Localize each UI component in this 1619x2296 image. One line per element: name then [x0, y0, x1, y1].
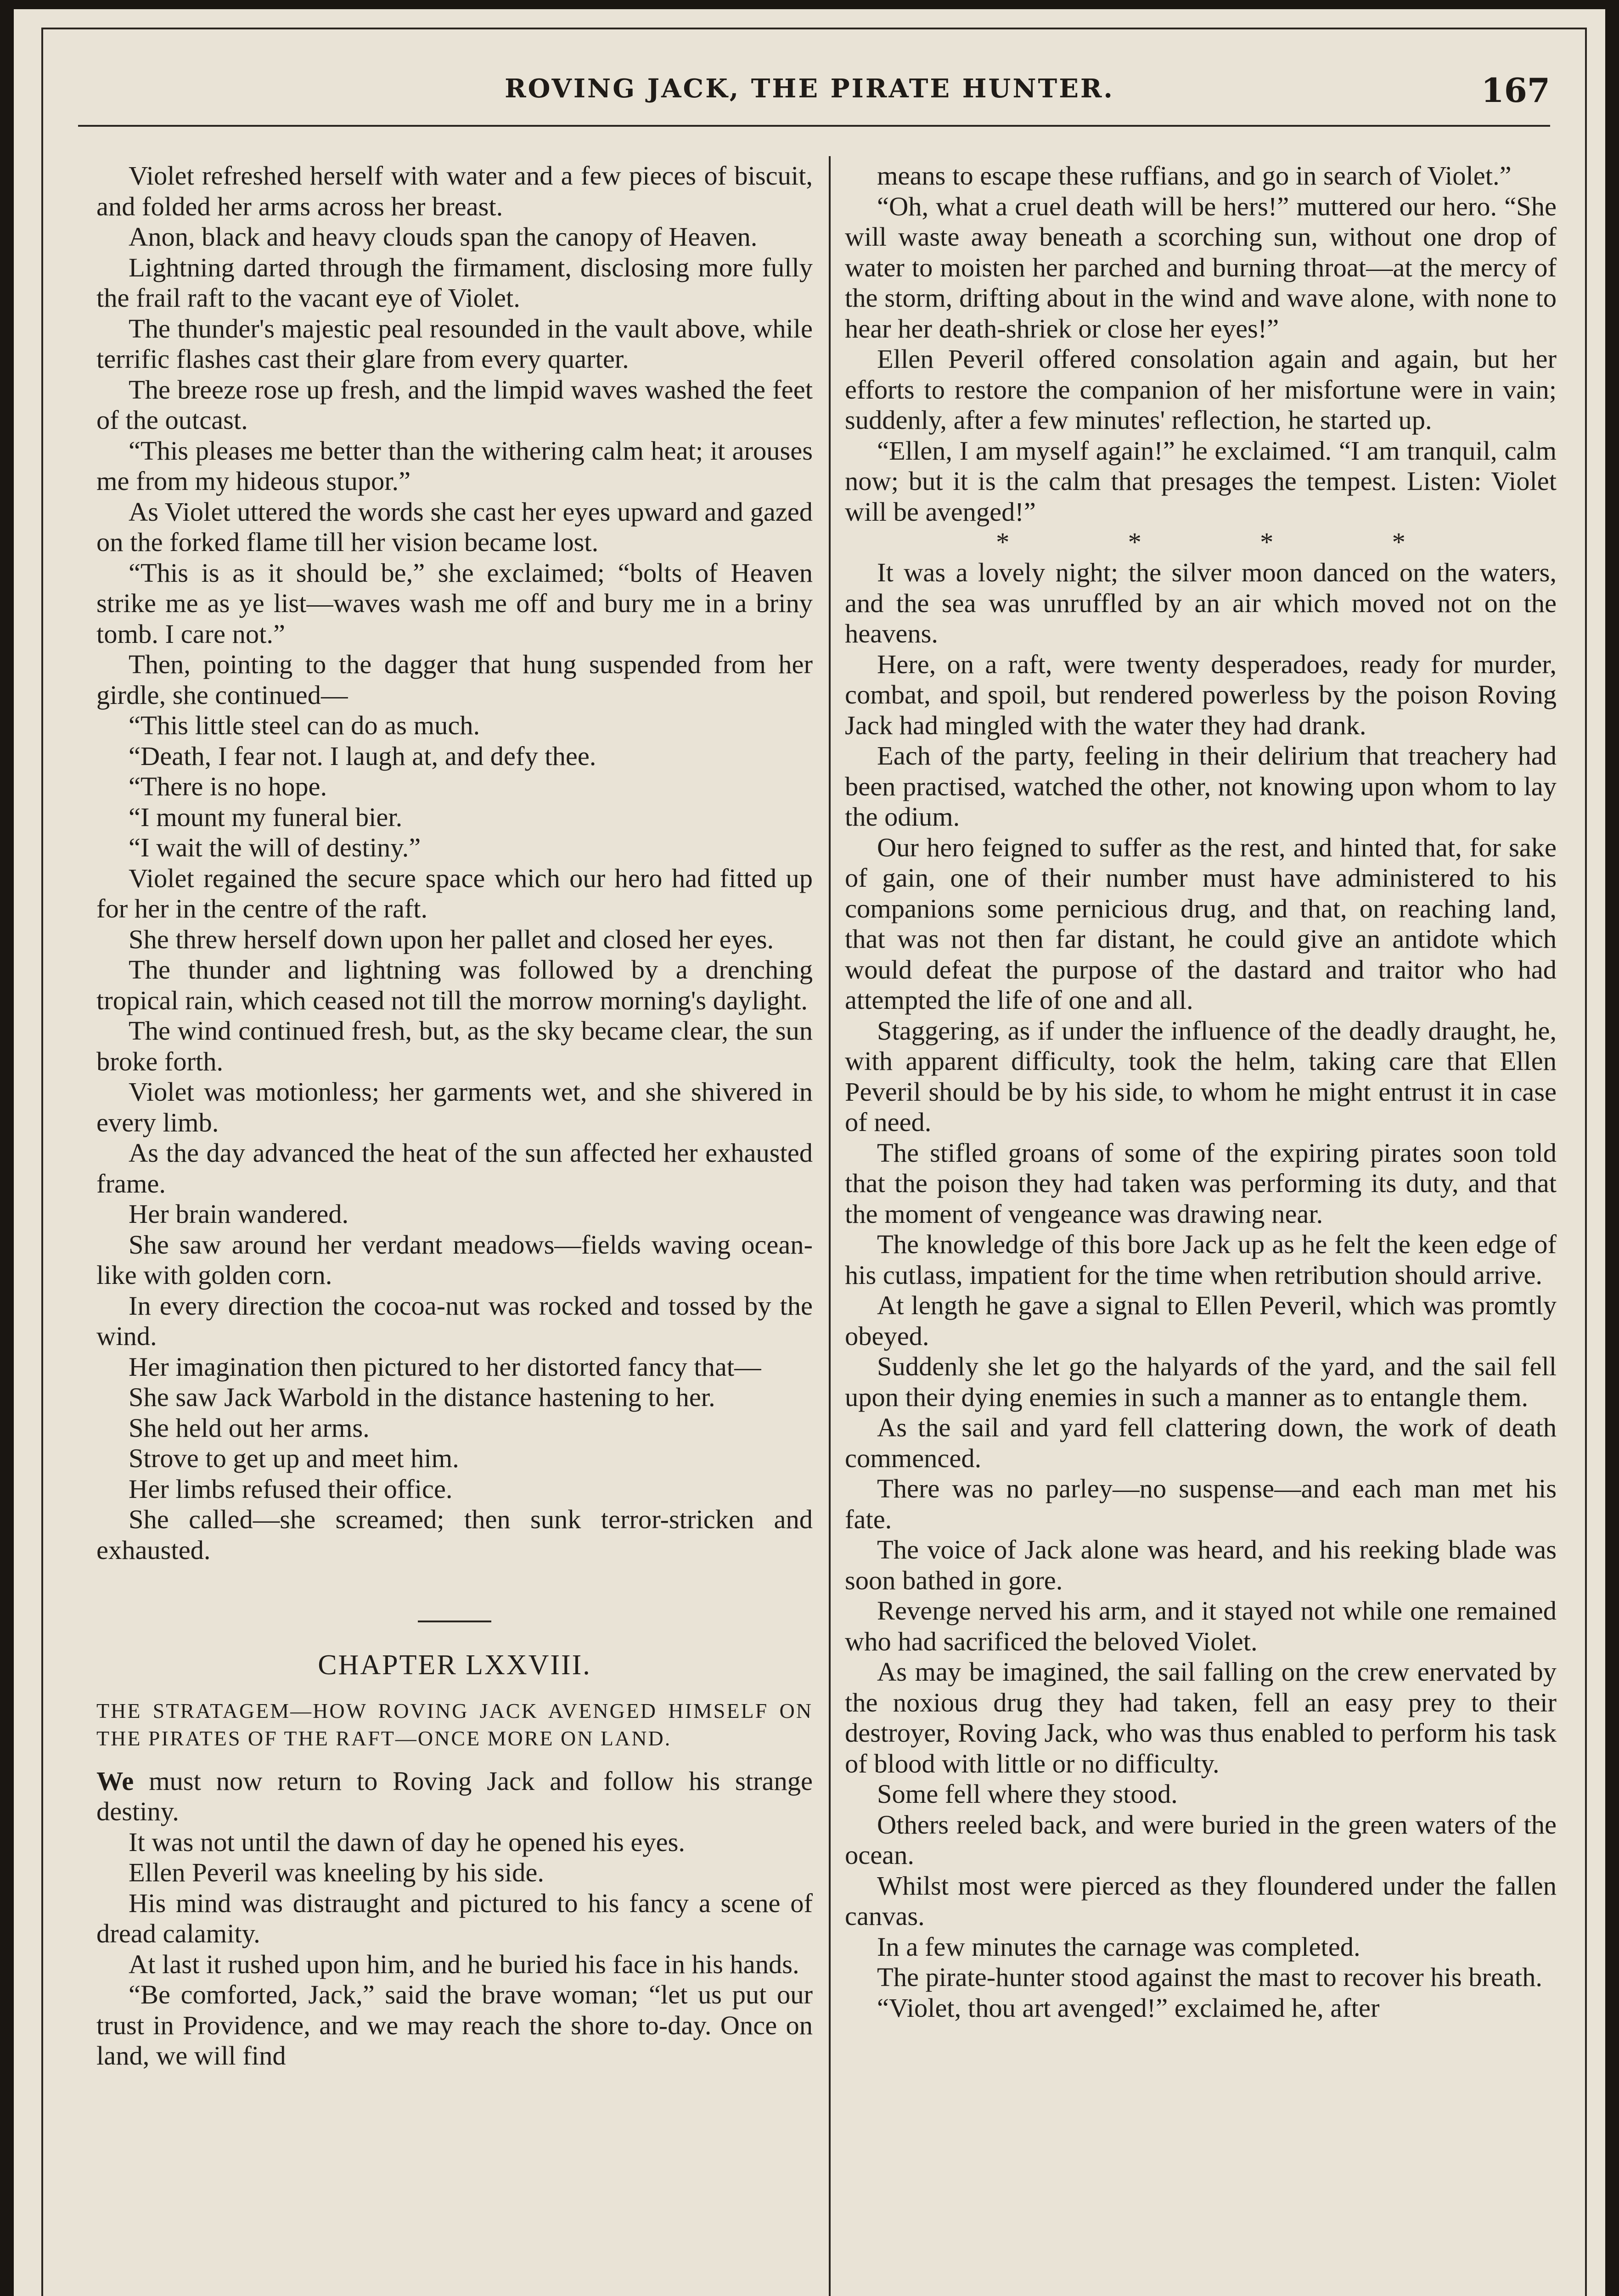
paragraph: The stifled groans of some of the expiring pirates soon told that the poison they had taken was performing its duty, and that the moment of vengeance was drawing near. [845, 1137, 1557, 1229]
paragraph: The voice of Jack alone was heard, and his reeking blade was soon bathed in gore. [845, 1535, 1557, 1595]
paragraph: As Violet uttered the words she cast her eyes upward and gazed on the forked flame till her vision became lost. [96, 496, 813, 557]
paragraph: The thunder and lightning was followed by a drenching tropical rain, which ceased not till the morrow morning's daylight. [96, 955, 813, 1015]
paragraph: Violet regained the secure space which our hero had fitted up for her in the centre of the raft. [96, 863, 813, 923]
right-column [845, 161, 1557, 2023]
paragraph: Violet was motionless; her garments wet, and she shivered in every limb. [96, 1077, 813, 1137]
asterisk: * [1392, 527, 1405, 557]
paragraph: Our hero feigned to suffer as the rest, and hinted that, for sake of gain, one of their number must have administered to his companions some pernicious drug, and that, on reaching land, that was not then far distant, he could give an antidote which would defeat the purpose of the dastard and traitor who had attempted the life of one and all. [845, 832, 1557, 1015]
paragraph: “This pleases me better than the withering calm heat; it arouses me from my hideous stupor.” [96, 435, 813, 496]
paragraph: Her brain wandered. [129, 1199, 349, 1229]
running-title: ROVING JACK, THE PIRATE HUNTER. [505, 73, 1114, 104]
paragraph: “This little steel can do as much. [129, 710, 480, 740]
paragraph: There was no parley—no suspense—and each man met his fate. [845, 1474, 1557, 1534]
paragraph: “This is as it should be,” she exclaimed; “bolts of Heaven strike me as ye list—waves wash me off and bury me in a briny tomb. I care not.” [96, 557, 813, 649]
paragraph: The knowledge of this bore Jack up as he felt the keen edge of his cutlass, impatient for the time when retribution should arrive. [845, 1229, 1557, 1290]
column-divider [829, 156, 831, 2296]
chapter-rule [418, 1621, 491, 1622]
paragraph: “Violet, thou art avenged!” exclaimed he, after [877, 1992, 1380, 2023]
paragraph: At length he gave a signal to Ellen Peveril, which was promtly obeyed. [845, 1290, 1557, 1351]
chapter-opening-text: must now return to Roving Jack and follow his strange destiny. [96, 1766, 813, 1826]
page-number: 167 [1481, 71, 1550, 110]
paragraph: She called—she screamed; then sunk terror-stricken and exhausted. [96, 1504, 813, 1565]
right-column-paragraphs-after-break [845, 557, 1557, 2023]
chapter-summary: THE STRATAGEM—HOW ROVING JACK AVENGED HIMSELF ON THE PIRATES OF THE RAFT—ONCE MORE ON LAND. [96, 1699, 813, 1750]
magazine-page [14, 9, 1605, 2296]
paragraph: In every direction the cocoa-nut was rocked and tossed by the wind. [96, 1290, 813, 1351]
chapter-title: CHAPTER LXXVIII. [318, 1649, 591, 1681]
left-column-paragraphs [96, 161, 813, 1565]
paragraph: It was a lovely night; the silver moon danced on the waters, and the sea was unruffled by an air which moved not on the heavens. [845, 557, 1557, 648]
paragraph: Each of the party, feeling in their delirium that treachery had been practised, watched the other, not knowing upon whom to lay the odium. [845, 741, 1557, 832]
paragraph: As may be imagined, the sail falling on the crew enervated by the noxious drug they had taken, fell an easy prey to their destroyer, Roving Jack, who was thus enabled to perform his task of blood with little or no difficulty. [845, 1657, 1557, 1778]
paragraph: In a few minutes the carnage was completed. [877, 1931, 1360, 1962]
paragraph: Revenge nerved his arm, and it stayed not while one remained who had sacrificed the beloved Violet. [845, 1596, 1557, 1656]
paragraph: Some fell where they stood. [877, 1779, 1178, 1809]
paragraph: Her imagination then pictured to her distorted fancy that— [129, 1351, 761, 1382]
paragraph: Whilst most were pierced as they floundered under the fallen canvas. [845, 1870, 1557, 1931]
paragraph: Strove to get up and meet him. [129, 1443, 459, 1473]
paragraph: “Oh, what a cruel death will be hers!” muttered our hero. “She will waste away beneath a scorching sun, without one drop of water to moisten her parched and burning throat—at the mercy of the storm, drifting about in the wind and wave alone, with none to hear her death-shriek or close her eyes!” [845, 191, 1557, 343]
paragraph: The wind continued fresh, but, as the sky became clear, the sun broke forth. [96, 1016, 813, 1076]
paragraph: The breeze rose up fresh, and the limpid waves washed the feet of the outcast. [96, 374, 813, 435]
asterisk: * [1260, 527, 1274, 557]
paragraph: His mind was distraught and pictured to his fancy a scene of dread calamity. [96, 1888, 813, 1948]
paragraph: Anon, black and heavy clouds span the canopy of Heaven. [129, 222, 758, 252]
page-header [14, 60, 1605, 115]
asterisk: * [1128, 527, 1141, 557]
paragraph: “Be comforted, Jack,” said the brave woman; “let us put our trust in Providence, and we may reach the shore to-day. Once on land, we will find [96, 1980, 813, 2071]
chapter-heading [96, 1621, 813, 1681]
header-rule [78, 125, 1550, 127]
paragraph: She saw around her verdant meadows—fields waving ocean-like with golden corn. [96, 1229, 813, 1290]
paragraph: The pirate-hunter stood against the mast to recover his breath. [877, 1962, 1543, 1992]
chapter-opening-paragraph [96, 1766, 813, 1827]
left-column [96, 161, 813, 2071]
paragraph: At last it rushed upon him, and he buried his face in his hands. [129, 1949, 799, 1979]
paragraph: Others reeled back, and were buried in the green waters of the ocean. [845, 1809, 1557, 1870]
section-break-asterisks [845, 527, 1557, 557]
paragraph: “I mount my funeral bier. [129, 802, 403, 832]
paragraph: Ellen Peveril offered consolation again and again, but her efforts to restore the companion of her misfortune were in vain; suddenly, after a few minutes' reflection, he started up. [845, 344, 1557, 435]
paragraph: “There is no hope. [129, 771, 327, 801]
paragraph: Suddenly she let go the halyards of the yard, and the sail fell upon their dying enemies in such a manner as to entangle them. [845, 1351, 1557, 1412]
paragraph: As the day advanced the heat of the sun affected her exhausted frame. [96, 1138, 813, 1199]
paragraph: Ellen Peveril was kneeling by his side. [129, 1857, 544, 1887]
paragraph: Here, on a raft, were twenty desperadoes, ready for murder, combat, and spoil, but rendered powerless by the poison Roving Jack had mingled with the water they had drank. [845, 649, 1557, 740]
paragraph: Staggering, as if under the influence of the deadly draught, he, with apparent difficulty, took the helm, taking care that Ellen Peveril should be by his side, to whom he might entrust it in case of need. [845, 1015, 1557, 1137]
paragraph: “I wait the will of destiny.” [129, 833, 421, 862]
paragraph: She threw herself down upon her pallet and closed her eyes. [129, 924, 774, 954]
paragraph: Then, pointing to the dagger that hung suspended from her girdle, she continued— [96, 649, 813, 710]
chapter-dropcap: We [96, 1766, 134, 1796]
paragraph: She saw Jack Warbold in the distance hastening to her. [129, 1382, 715, 1412]
paragraph: She held out her arms. [129, 1412, 370, 1443]
right-column-paragraphs-before-break [845, 161, 1557, 527]
paragraph: The thunder's majestic peal resounded in the vault above, while terrific flashes cast their glare from every quarter. [96, 313, 813, 374]
paragraph: Lightning darted through the firmament, disclosing more fully the frail raft to the vacant eye of Violet. [96, 252, 813, 313]
paragraph: As the sail and yard fell clattering down, the work of death commenced. [845, 1412, 1557, 1473]
paragraph: Her limbs refused their office. [129, 1474, 453, 1504]
chapter-paragraphs [96, 1827, 813, 2071]
asterisk: * [996, 527, 1010, 557]
paragraph: “Death, I fear not. I laugh at, and defy thee. [129, 741, 596, 771]
paragraph: means to escape these ruffians, and go in search of Violet.” [877, 161, 1512, 191]
paragraph: “Ellen, I am myself again!” he exclaimed. “I am tranquil, calm now; but it is the calm that presages the tempest. Listen: Violet will be avenged!” [845, 435, 1557, 527]
paragraph: Violet refreshed herself with water and a few pieces of biscuit, and folded her arms across her breast. [96, 161, 813, 221]
paragraph: It was not until the dawn of day he opened his eyes. [129, 1827, 685, 1857]
